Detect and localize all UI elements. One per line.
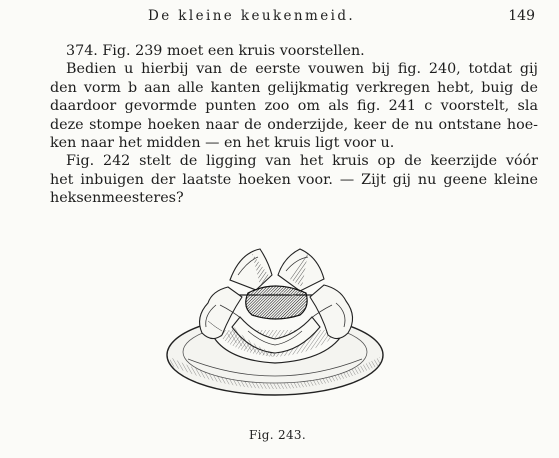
text-line: ken naar het midden — en het kruis ligt voor u. xyxy=(50,135,395,152)
recipe-text xyxy=(50,42,538,208)
page-number: 149 xyxy=(508,8,535,24)
napkin-illustration xyxy=(160,235,390,410)
recipe-heading: 374. Fig. 239 moet een kruis voorstellen. xyxy=(66,43,365,59)
figure-caption xyxy=(0,428,559,442)
folded-napkin-on-plate-icon xyxy=(160,235,390,410)
napkin xyxy=(200,249,353,363)
text-line: heksenmeesteres? xyxy=(50,190,184,207)
text-line: daardoor gevormde punten zoo om als fig. 241 c voorstelt, sla xyxy=(50,98,538,115)
text-line: het inbuigen der laatste hoeken voor. — Zijt gij nu geene kleine xyxy=(50,171,538,188)
running-head xyxy=(0,8,559,28)
text-line: Bedien u hierbij van de eerste vouwen bij fig. 240, totdat gij xyxy=(66,61,538,78)
figure-caption-text: Fig. 243. xyxy=(249,428,306,442)
text-line: den vorm b aan alle kanten gelijkmatig verkregen hebt, buig de xyxy=(50,79,538,96)
text-line: Fig. 242 stelt de ligging van het kruis op de keerzijde vóór xyxy=(66,153,538,170)
running-title: De kleine keukenmeid. xyxy=(148,8,356,24)
text-line: deze stompe hoeken naar de onderzijde, keer de nu ontstane hoe- xyxy=(50,116,538,133)
